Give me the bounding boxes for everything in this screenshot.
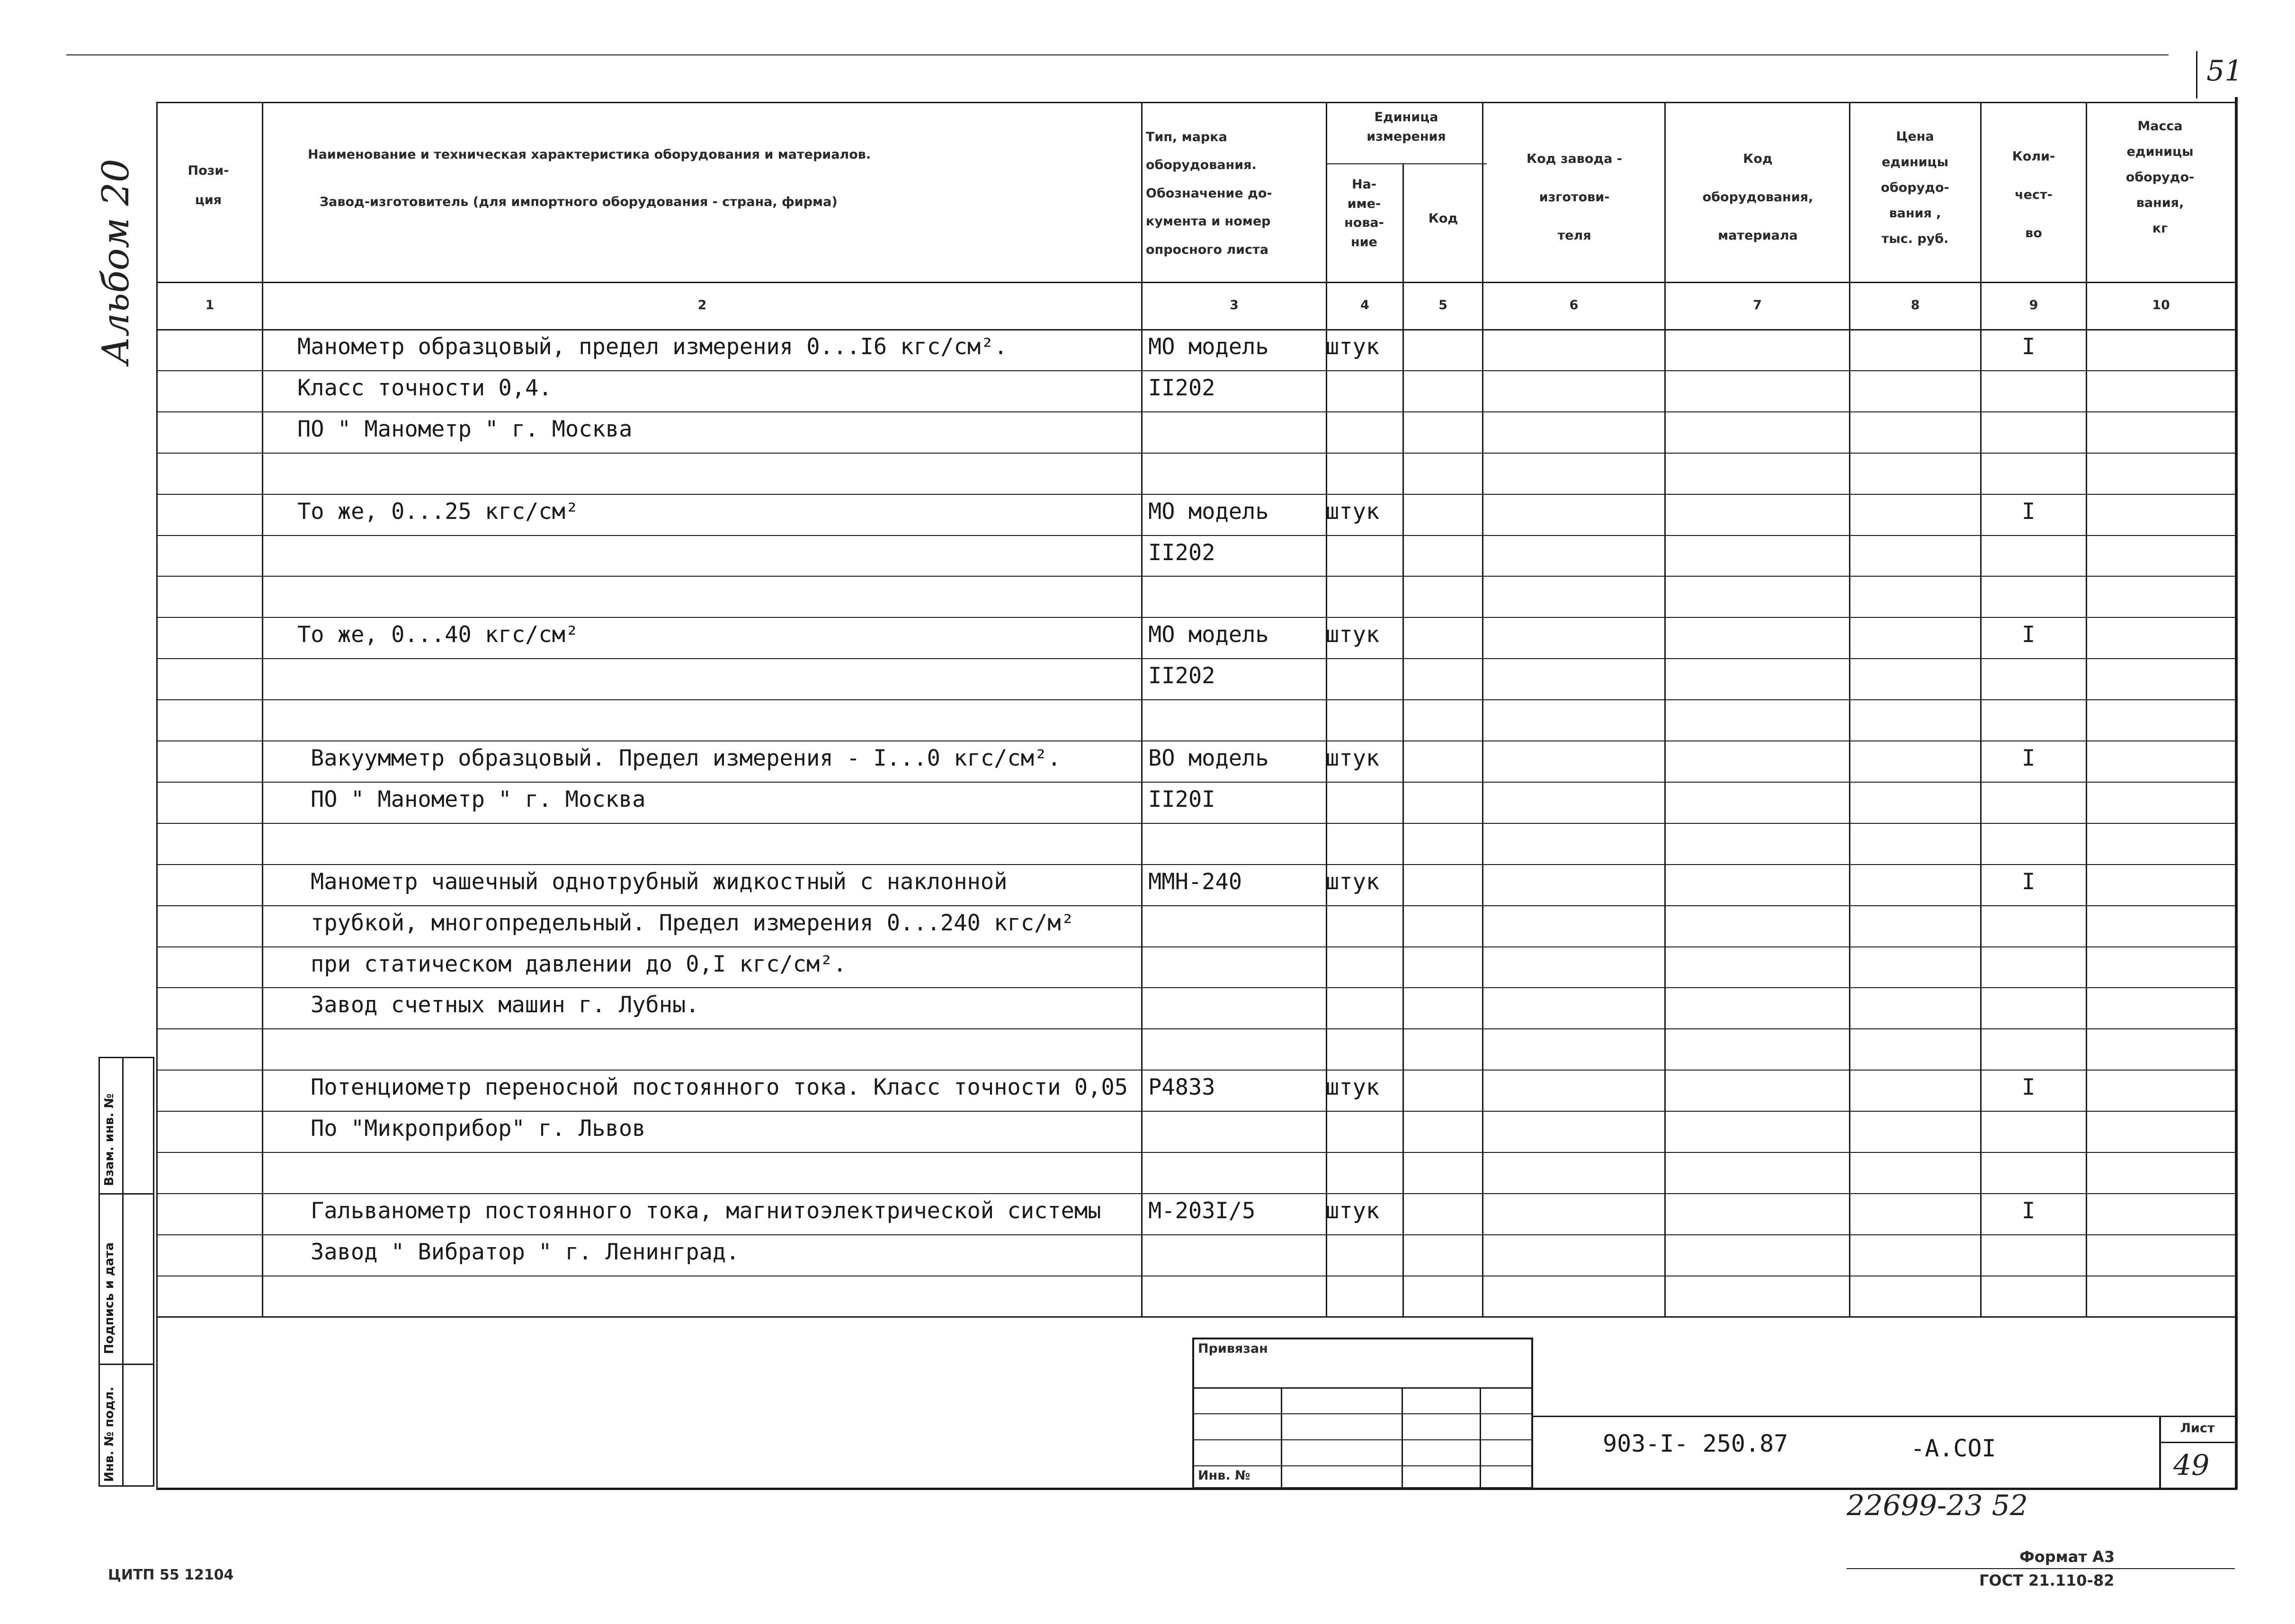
sheet-number-box-left: [2196, 51, 2197, 98]
row-separator: [156, 905, 2235, 906]
sheet-label: Лист: [2180, 1421, 2215, 1436]
row-name: То же, 0...25 кгс/см²: [297, 498, 579, 525]
row-name: Завод " Вибратор " г. Ленинград.: [311, 1239, 740, 1265]
header-bottom-line: [156, 282, 2235, 283]
header-name-line1: Наименование и техническая характеристика оборудования и материалов.: [308, 147, 871, 162]
privyazan-vline-1: [1281, 1387, 1282, 1489]
privyazan-vline-2: [1402, 1387, 1403, 1489]
row-unit: штук: [1326, 1074, 1380, 1101]
col-line-6: [1664, 102, 1666, 1316]
col-line-1: [262, 102, 263, 1316]
row-type: МО модель: [1148, 498, 1269, 525]
doc-code: 903-I- 250.87: [1603, 1430, 1788, 1457]
row-type: М-203I/5: [1148, 1197, 1256, 1224]
row-name: ПО " Манометр " г. Москва: [297, 416, 633, 442]
row-name: Манометр чашечный однотрубный жидкостный с наклонной: [311, 868, 1008, 895]
row-qty: I: [2022, 622, 2036, 648]
row-separator: [156, 699, 2235, 700]
row-name: ПО " Манометр " г. Москва: [311, 786, 646, 812]
row-separator: [156, 1193, 2235, 1194]
row-separator: [156, 864, 2235, 865]
row-name: Класс точности 0,4.: [297, 375, 552, 401]
colnum-8: 8: [1911, 298, 1920, 312]
privyazan-vline-3: [1480, 1387, 1481, 1489]
row-unit: штук: [1326, 334, 1380, 360]
col-line-7: [1849, 102, 1850, 1316]
row-separator: [156, 1070, 2235, 1071]
row-name: Завод счетных машин г. Лубны.: [311, 992, 699, 1018]
frame-right-edge: [2235, 97, 2238, 1489]
row-qty: I: [2022, 498, 2036, 525]
table-bottom-line: [156, 1316, 2235, 1318]
row-separator: [156, 1234, 2235, 1235]
left-stamp-vzam-inv: Взам. инв. №: [102, 1093, 116, 1186]
top-right-sheet-number: 51: [2206, 54, 2243, 88]
row-unit: штук: [1326, 498, 1380, 525]
header-unit-mass: Масса единицы оборудо- вания, кг: [2125, 119, 2195, 236]
sheet-number: 49: [2173, 1449, 2210, 1482]
row-separator: [156, 823, 2235, 824]
colnum-9: 9: [2029, 298, 2038, 312]
unit-group-divider: [1326, 163, 1487, 164]
row-type: МО модель: [1148, 334, 1269, 360]
privyazan-line-2: [1192, 1413, 1533, 1414]
colnum-3: 3: [1230, 298, 1239, 312]
header-unit-name: На- име- нова- ние: [1344, 177, 1384, 250]
row-qty: I: [2022, 334, 2036, 360]
row-name: при статическом давлении до 0,I кгс/см².: [311, 951, 847, 977]
title-block-line: [1533, 1416, 2235, 1417]
colnum-2: 2: [697, 298, 707, 312]
footer-bottom-line: [1847, 1568, 2235, 1569]
colnum-10: 10: [2152, 298, 2170, 312]
colnum-6: 6: [1569, 298, 1579, 312]
footer-left-stamp: ЦИТП 55 12104: [108, 1567, 234, 1583]
header-unit-code: Код: [1428, 211, 1458, 226]
header-type: Тип, марка оборудования. Обозначение до- кумента и номер опросного листа: [1146, 130, 1272, 257]
row-name: Потенциометр переносной постоянного тока. Класс точности 0,05: [311, 1074, 1128, 1101]
header-quantity: Коли- чест- во: [2012, 149, 2055, 241]
row-unit: штук: [1326, 622, 1380, 648]
row-type: II20I: [1148, 786, 1215, 812]
row-separator: [156, 411, 2235, 412]
col-line-9: [2086, 102, 2087, 1316]
col-line-8: [1980, 102, 1982, 1316]
col-line-4: [1402, 163, 1404, 1316]
header-position: Пози- ция: [188, 163, 229, 208]
row-separator: [156, 946, 2235, 947]
row-qty: I: [2022, 868, 2036, 895]
row-separator: [156, 453, 2235, 454]
header-factory-code: Код завода - изготови- теля: [1527, 152, 1622, 243]
row-name: По "Микроприбор" г. Львов: [311, 1115, 646, 1142]
footer-format: Формат А3: [2019, 1548, 2115, 1566]
footer-gost: ГОСТ 21.110-82: [1979, 1571, 2115, 1589]
col-line-2: [1141, 102, 1143, 1316]
row-type: II202: [1148, 663, 1215, 689]
colnum-7: 7: [1753, 298, 1762, 312]
col-line-5: [1482, 102, 1483, 1316]
row-unit: штук: [1326, 868, 1380, 895]
sheet-box-divider: [2159, 1442, 2235, 1443]
handwritten-archive-code: 22699-23 52: [1847, 1489, 2028, 1522]
row-name: Вакуумметр образцовый. Предел измерения - I...0 кгс/см².: [311, 745, 1061, 771]
row-type: ВО модель: [1148, 745, 1269, 771]
row-type: II202: [1148, 539, 1215, 566]
row-separator: [156, 576, 2235, 577]
inv-no-label: Инв. №: [1198, 1468, 1250, 1483]
row-qty: I: [2022, 745, 2036, 771]
row-name: То же, 0...40 кгс/см²: [297, 622, 579, 648]
row-separator: [156, 1111, 2235, 1112]
row-type: МО модель: [1148, 622, 1269, 648]
row-unit: штук: [1326, 745, 1380, 771]
row-name: Манометр образцовый, предел измерения 0...I6 кгс/см².: [297, 334, 1008, 360]
privyazan-line-3: [1192, 1439, 1533, 1440]
row-separator: [156, 370, 2235, 371]
row-name: Гальванометр постоянного тока, магнитоэлектрической системы: [311, 1197, 1101, 1224]
privyazan-line-1: [1192, 1387, 1533, 1389]
row-type: Р4833: [1148, 1074, 1215, 1101]
row-separator: [156, 494, 2235, 495]
row-separator: [156, 987, 2235, 988]
privyazan-label: Привязан: [1198, 1341, 1268, 1356]
left-stamp-divider-1: [98, 1193, 154, 1195]
top-trim-line: [66, 54, 2169, 55]
header-unit-price: Цена единицы оборудо- вания , тыс. руб.: [1881, 129, 1949, 246]
album-label: Альбом 20: [95, 159, 137, 365]
left-stamp-divider-2: [98, 1364, 154, 1365]
table-top-line: [156, 102, 2235, 103]
row-name: трубкой, многопредельный. Предел измерения 0...240 кгс/м²: [311, 910, 1074, 936]
privyazan-line-4: [1192, 1465, 1533, 1466]
left-stamp-podpis-data: Подпись и дата: [102, 1242, 116, 1354]
row-qty: I: [2022, 1074, 2036, 1101]
numbers-bottom-line: [156, 329, 2235, 330]
row-separator: [156, 535, 2235, 536]
row-separator: [156, 782, 2235, 783]
colnum-4: 4: [1360, 298, 1369, 312]
row-unit: штук: [1326, 1197, 1380, 1224]
header-name-line2: Завод-изготовитель (для импортного оборудования - страна, фирма): [320, 195, 838, 209]
col-line-3: [1326, 102, 1327, 1316]
header-equipment-code: Код оборудования, материала: [1702, 152, 1813, 243]
colnum-5: 5: [1438, 298, 1447, 312]
left-stamp-inner-line: [122, 1057, 124, 1487]
header-unit-group: Единица измерения: [1366, 110, 1446, 144]
row-separator: [156, 617, 2235, 618]
colnum-1: 1: [205, 298, 214, 312]
row-type: II202: [1148, 375, 1215, 401]
row-separator: [156, 1028, 2235, 1029]
row-separator: [156, 1152, 2235, 1153]
row-qty: I: [2022, 1197, 2036, 1224]
row-type: ММН-240: [1148, 868, 1242, 895]
doc-suffix: -А.СОI: [1911, 1435, 1996, 1462]
left-stamp-inv-podl: Инв. № подл.: [102, 1386, 116, 1482]
row-separator: [156, 658, 2235, 659]
